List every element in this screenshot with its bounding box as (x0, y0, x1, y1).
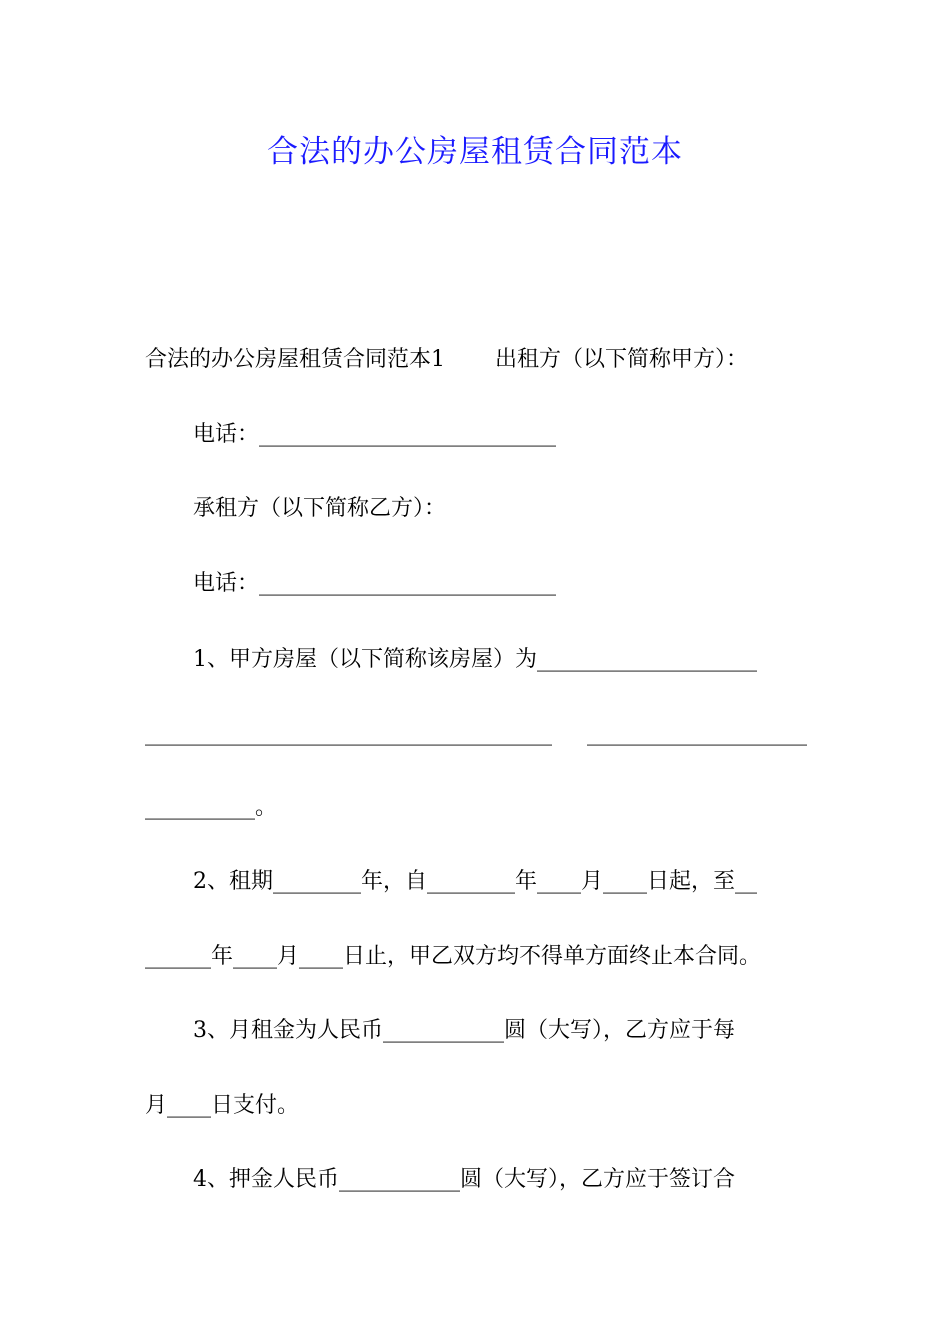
clause-2-line: 2、租期________年，自________年____月____日起，至__ (193, 869, 757, 894)
lessee-phone-line: 电话：___________________________ (193, 571, 557, 596)
clause-1-blank-line (145, 717, 807, 751)
clause-1-line: 1、甲方房屋（以下简称该房屋）为____________________ (193, 647, 757, 672)
blank-right: ____________________ (587, 721, 807, 746)
clause-1-end-line: __________。 (145, 795, 278, 820)
lessor-label: 出租方（以下简称甲方）： (495, 347, 749, 372)
lessor-phone-line: 电话：___________________________ (193, 422, 557, 447)
contract-intro-line (145, 343, 807, 377)
blank-left: _____________________________________ (145, 721, 552, 746)
document-title: 合法的办公房屋租赁合同范本 (267, 134, 683, 170)
clause-3-line: 3、月租金为人民币___________圆（大写），乙方应于每 (193, 1018, 735, 1043)
clause-2-continued-line: ______年____月____日止，甲乙双方均不得单方面终止本合同。 (145, 944, 762, 969)
clause-4-line: 4、押金人民币___________圆（大写），乙方应于签订合 (193, 1167, 735, 1192)
clause-3-continued-line: 月____日支付。 (145, 1093, 300, 1118)
lessee-label: 承租方（以下简称乙方）： (193, 496, 447, 521)
contract-subtitle: 合法的办公房屋租赁合同范本1 (145, 347, 445, 372)
